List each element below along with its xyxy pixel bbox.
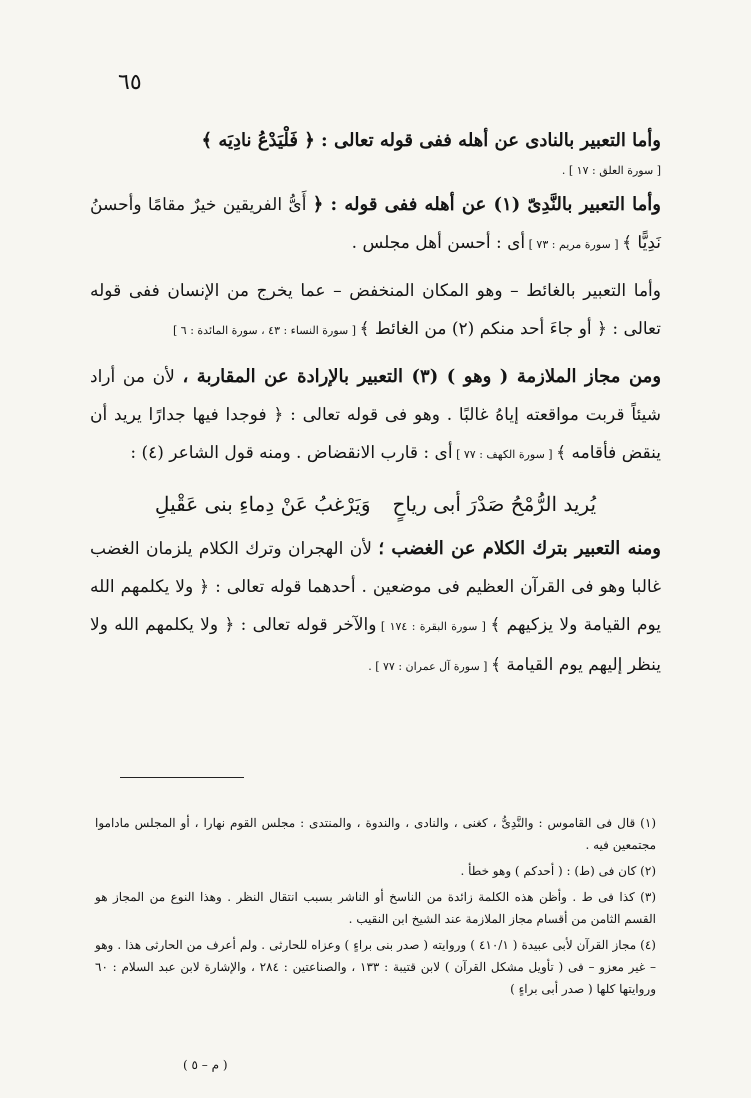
paragraph-text: أَىُّ الفريقين خيرٌ مقامًا وأحسنُ نَدِيًّا ﴾ (90, 195, 661, 253)
paragraph-text: أى : أحسن أهل مجلس . (351, 233, 526, 253)
quran-reference: [ سورة آل عمران : ٧٧ ] . (368, 660, 491, 673)
footnote: (٣) كذا فى ط . وأظن هذه الكلمة زائدة من الناسخ أو الناشر بسبب انتقال النظر . وهذا النوع من المجاز هو القسم الثامن من أقسام مجاز الملازمة عند الشيخ ابن النقيب . (95, 890, 657, 926)
paragraph-nadi (90, 122, 661, 160)
paragraph-text: والآخر قوله تعالى : ﴿ ولا يكلمهم الله ولا ينظر إليهم يوم القيامة ﴾ (90, 615, 661, 675)
paragraph-ghadab (90, 530, 661, 686)
paragraph-text: لأن من أراد شيئاً قربت مواقعته إياهُ غالبًا . وهو فى قوله تعالى : ﴿ فوجدا فيها جدارًا يريد أن ينقض فأقامه ﴾ (90, 367, 661, 463)
footnote: (١) قال فى القاموس : والنَّدِىُّ ، كغنى ، والنادى ، والندوة ، والمنتدى : مجلس القوم نهارا ، أو المجلس ماداموا مجتمعين فيه . (95, 816, 656, 852)
paragraph-text: لأن الهجران وترك الكلام يلزمان الغضب غالبا وهو فى القرآن العظيم فى موضعين . أحدهما قوله تعالى : ﴿ ولا يكلمهم الله يوم القيامة ولا يزكيهم ﴾ (90, 539, 662, 635)
quran-reference: [ سورة النساء : ٤٣ ، سورة المائدة : ٦ ] (173, 324, 360, 337)
poem-hemistich-second: وَيَرْغبُ عَنْ دِماءِ بنى عَقْيلِ (154, 492, 371, 516)
paragraph-bold: وأما التعبير بالنادى عن أهله ففى قوله تعالى : ﴿ فَلْيَدْعُ نادِيَه ﴾ (201, 130, 661, 151)
footnotes (95, 812, 656, 1004)
poem-verse (90, 482, 661, 526)
paragraph-bold: ومن مجاز الملازمة ( وهو ) (٣) التعبير بالإرادة عن المقاربة ، (182, 366, 662, 387)
reference-line (90, 160, 661, 182)
page-number: ٦٥ (118, 70, 142, 95)
paragraph-text: أى : قارب الانقضاض . ومنه قول الشاعر (٤) : (130, 443, 453, 463)
signature-mark: ( م – ٥ ) (183, 1058, 228, 1072)
paragraph-text: وأما التعبير بالغائط – وهو المكان المنخفض – عما يخرج من الإنسان ففى قوله تعالى : ﴿ أو جاءَ أحد منكم (٢) من الغائط ﴾ (90, 281, 661, 339)
quran-reference: [ سورة البقرة : ١٧٤ ] (376, 620, 491, 633)
paragraph-bold: وأما التعبير بالنَّدِىّ (١) عن أهله ففى قوله : ﴿ (312, 194, 662, 215)
main-text (90, 122, 661, 694)
footnote: (٢) كان فى (ط) : ( أحدكم ) وهو خطأ . (460, 864, 656, 878)
quran-reference: [ سورة مريم : ٧٣ ] (525, 238, 623, 251)
footnote: (٤) مجاز القرآن لأبى عبيدة ( ٤١٠/١ ) وروايته ( صدر بنى براءٍ ) وعزاه للحارثى . ولم أعرف من الحارثى هذا . وهو – غير معزو – فى ( تأويل مشكل القرآن ) لابن قتيبة : ١٣٣ ، والصناعتين : ٢٨٤ ، والإشارة لابن عبد السلام : ٦٠ وروايتها كلها ( صدر أبى براءٍ ) (95, 938, 656, 996)
paragraph-bold: ومنه التعبير بترك الكلام عن الغضب ؛ (378, 538, 661, 559)
quran-reference: [ سورة الكهف : ٧٧ ] (452, 448, 557, 461)
quran-reference: [ سورة العلق : ١٧ ] . (561, 164, 661, 177)
footnote-divider (120, 777, 244, 778)
paragraph-mulazama (90, 358, 661, 474)
poem-hemistich-first: يُريد الرُّمْحُ صَدْرَ أبى رياحٍ (392, 492, 597, 516)
paragraph-ghaet (90, 272, 661, 350)
paragraph-nadiy (90, 186, 661, 264)
